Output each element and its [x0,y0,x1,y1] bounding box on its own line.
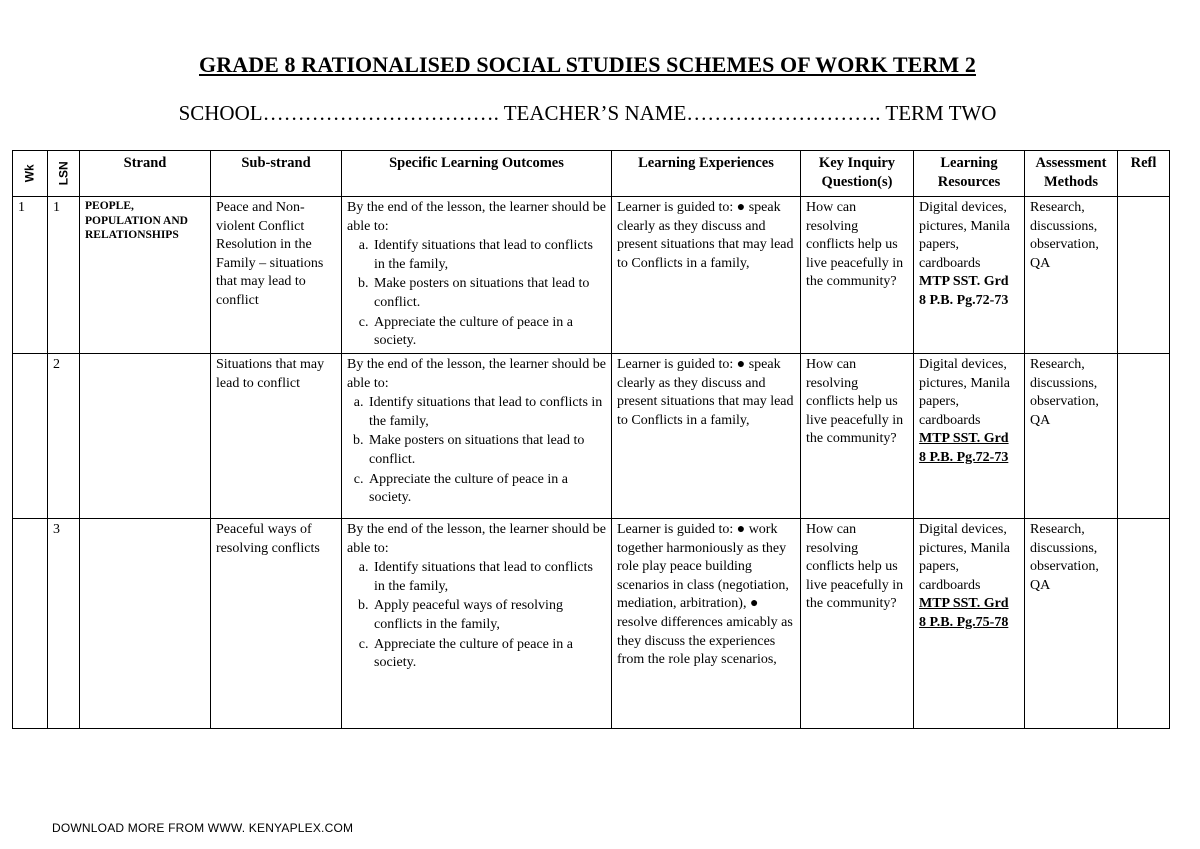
cell-assessment: Research, discussions, observation, QA [1025,519,1118,729]
cell-substrand: Situations that may lead to conflict [211,354,342,519]
cell-substrand: Peaceful ways of resolving conflicts [211,519,342,729]
outcome-item: a. Identify situations that lead to conflicts in the family, [372,559,606,596]
cell-resources [914,519,1025,729]
cell-outcomes [342,354,612,519]
cell-inquiry: How can resolving conflicts help us live peacefully in the community? [801,519,914,729]
table-row [13,519,1170,729]
outcome-item: b. Apply peaceful ways of resolving conflicts in the family, [372,597,606,634]
resources-reference: MTP SST. Grd 8 P.B. Pg.72-73 [919,274,1009,308]
table-row [13,197,1170,354]
header-assessment: Assessment Methods [1025,151,1118,197]
outcomes-list [347,394,606,508]
cell-reflection [1118,197,1170,354]
cell-wk [13,519,48,729]
header-resources: Learning Resources [914,151,1025,197]
cell-assessment: Research, discussions, observation, QA [1025,354,1118,519]
header-wk [13,151,48,197]
cell-substrand: Peace and Non- violent Conflict Resolution in the Family – situations that may lead to conflict [211,197,342,354]
document-title: GRADE 8 RATIONALISED SOCIAL STUDIES SCHEMES OF WORK TERM 2 [199,52,976,77]
header-experiences: Learning Experiences [612,151,801,197]
cell-resources [914,354,1025,519]
cell-experiences: Learner is guided to: ● work together harmoniously as they role play peace building scenarios in class (negotiation, mediation, arbitration), ● resolve differences amicably as they discuss the experiences from the role play scenarios, [612,519,801,729]
cell-inquiry: How can resolving conflicts help us live peacefully in the community? [801,354,914,519]
cell-resources [914,197,1025,354]
cell-lsn: 1 [48,197,80,354]
outcome-item: c. Appreciate the culture of peace in a society. [372,314,606,351]
cell-experiences: Learner is guided to: ● speak clearly as they discuss and present situations that may lead to Conflicts in a family, [612,354,801,519]
outcomes-intro: By the end of the lesson, the learner should be able to: [347,200,606,234]
resources-plain: Digital devices, pictures, Manila papers, cardboards [919,522,1010,593]
outcomes-intro: By the end of the lesson, the learner should be able to: [347,522,606,556]
cell-lsn: 3 [48,519,80,729]
cell-strand [80,354,211,519]
document-subtitle: SCHOOL……………………………. TEACHER’S NAME………………………. TERM TWO [178,101,997,125]
cell-reflection [1118,519,1170,729]
outcome-item: b. Make posters on situations that lead to conflict. [372,275,606,312]
table-row [13,354,1170,519]
header-outcomes: Specific Learning Outcomes [342,151,612,197]
resources-reference: MTP SST. Grd 8 P.B. Pg.75-78 [919,596,1009,630]
schemes-of-work-table [12,150,1170,729]
cell-strand [80,519,211,729]
header-wk-label: Wk [22,164,37,183]
outcome-item: a. Identify situations that lead to conflicts in the family, [367,394,606,431]
header-reflection: Refl [1118,151,1170,197]
header-row [13,151,1170,197]
cell-reflection [1118,354,1170,519]
header-substrand: Sub-strand [211,151,342,197]
cell-strand: PEOPLE, POPULATION AND RELATIONSHIPS [80,197,211,354]
cell-wk [13,354,48,519]
resources-reference: MTP SST. Grd 8 P.B. Pg.72-73 [919,431,1009,465]
outcomes-list [347,559,606,673]
cell-inquiry: How can resolving conflicts help us live peacefully in the community? [801,197,914,354]
cell-assessment: Research, discussions, observation, QA [1025,197,1118,354]
download-footer: DOWNLOAD MORE FROM WWW. KENYAPLEX.COM [52,821,354,835]
cell-wk: 1 [13,197,48,354]
resources-plain: Digital devices, pictures, Manila papers, cardboards [919,200,1010,271]
cell-experiences: Learner is guided to: ● speak clearly as they discuss and present situations that may lead to Conflicts in a family, [612,197,801,354]
header-inquiry: Key Inquiry Question(s) [801,151,914,197]
outcome-item: c. Appreciate the culture of peace in a society. [367,471,606,508]
cell-outcomes [342,197,612,354]
header-lsn-label: LSN [56,161,71,186]
outcome-item: b. Make posters on situations that lead to conflict. [367,432,606,469]
outcome-item: c. Appreciate the culture of peace in a society. [372,636,606,673]
outcome-item: a. Identify situations that lead to conflicts in the family, [372,237,606,274]
cell-lsn: 2 [48,354,80,519]
outcomes-list [347,237,606,351]
header-strand: Strand [80,151,211,197]
header-lsn [48,151,80,197]
cell-outcomes [342,519,612,729]
outcomes-intro: By the end of the lesson, the learner should be able to: [347,357,606,391]
resources-plain: Digital devices, pictures, Manila papers, cardboards [919,357,1010,428]
